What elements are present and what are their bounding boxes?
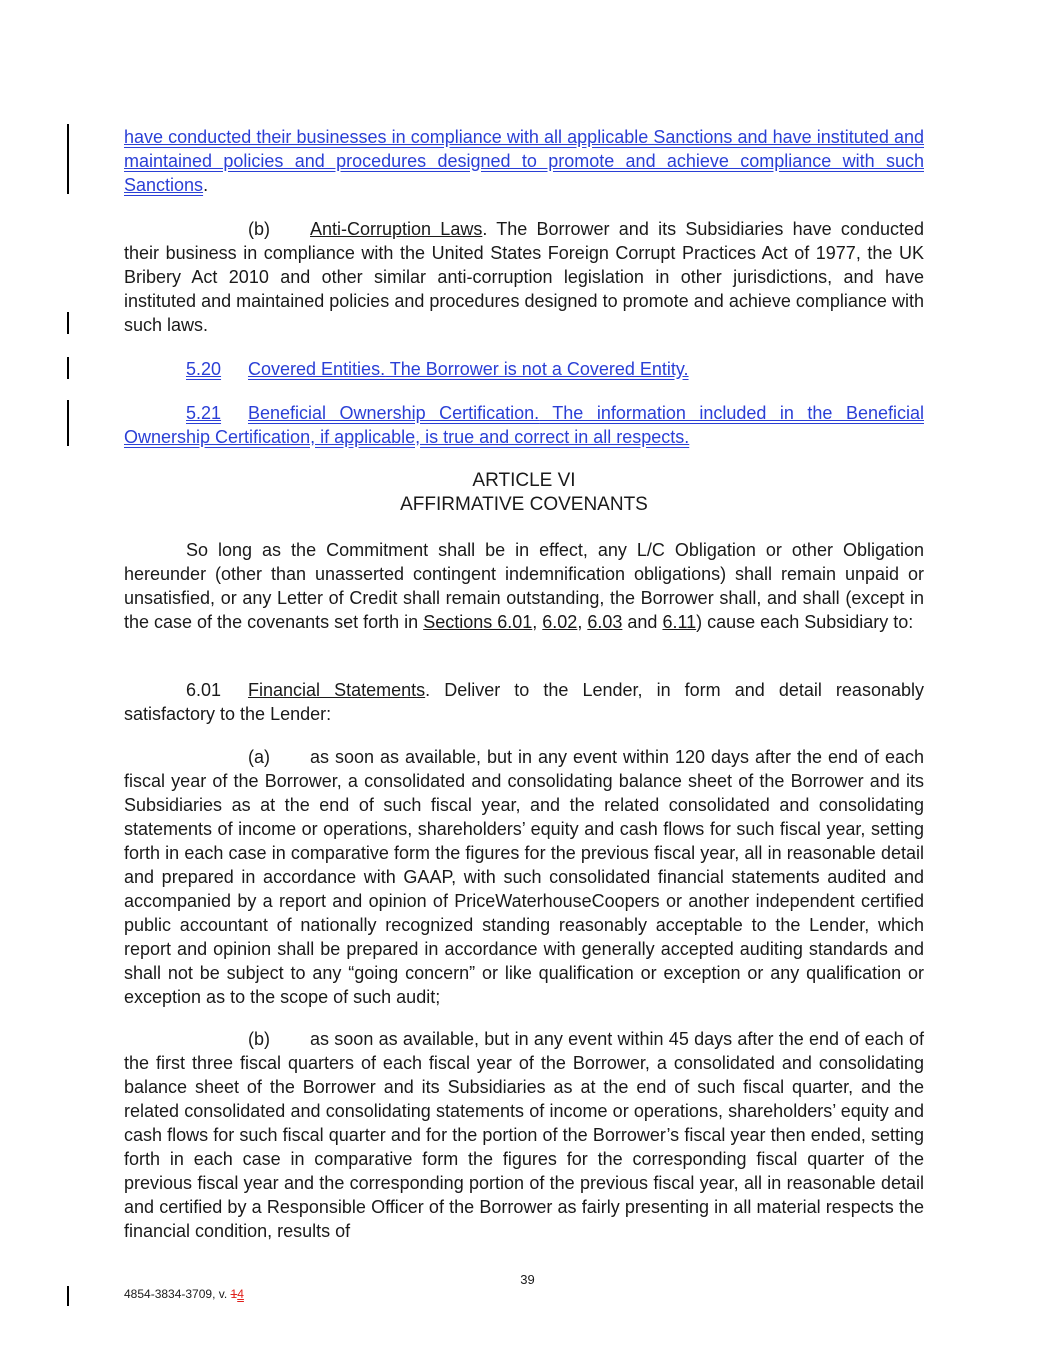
article-title: AFFIRMATIVE COVENANTS bbox=[400, 494, 648, 515]
sanctions-paragraph: have conducted their businesses in compliance with all applicable Sanctions and have instituted and maintained policies and procedures designed to promote and achieve compliance with such Sanctions. bbox=[124, 127, 924, 195]
section-number: 6.01 bbox=[186, 680, 222, 700]
clause-title: Anti-Corruption Laws bbox=[310, 219, 483, 239]
deleted-version: 1 bbox=[230, 1287, 238, 1301]
clause-label: (b) bbox=[248, 1029, 270, 1049]
section-5-20: 5.20 Covered Entities. The Borrower is not a Covered Entity. bbox=[186, 359, 689, 379]
change-bar bbox=[67, 124, 69, 194]
section-title: Beneficial Ownership Certification. bbox=[248, 403, 540, 423]
change-bar bbox=[67, 400, 69, 446]
section-title: Covered Entities. bbox=[248, 359, 386, 379]
inserted-text: have conducted their businesses in compliance with all applicable Sanctions and have instituted and maintained policies and procedures designed to promote and achieve compliance with such Sanctions bbox=[124, 127, 924, 195]
section-number: 5.20 bbox=[186, 359, 222, 379]
clause-label: (a) bbox=[248, 747, 270, 767]
document-footer: 4854-3834-3709, v. 14 bbox=[124, 1287, 244, 1301]
change-bar bbox=[67, 1286, 69, 1306]
anti-corruption-paragraph: (b) Anti-Corruption Laws. The Borrower and its Subsidiaries have conducted their business in compliance with the United States Foreign Corrupt Practices Act of 1977, the UK Bribery Act 2010 and other similar anti-corruption legislation in other jurisdictions, and have instituted and maintained policies and procedures designed to promote and achieve compliance with such laws. bbox=[124, 219, 924, 335]
section-reference: 6.11 bbox=[662, 612, 697, 632]
section-5-21: 5.21 Beneficial Ownership Certification. The information included in the Beneficial Ownership Certification, if applicable, is true and correct in all respects. bbox=[124, 403, 924, 447]
change-bar bbox=[67, 357, 69, 379]
clause-b-paragraph: (b) as soon as available, but in any event within 45 days after the end of each of the first three fiscal quarters of each fiscal year of the Borrower, a consolidated and consolidating balance sheet of the Borrower and its Subsidiaries as at the end of such fiscal quarter, and the related consolidated and consolidating statements of income or operations, shareholders’ equity and cash flows for such fiscal quarter and for the portion of the Borrower’s fiscal year then ended, setting forth in each case in comparative form the figures for the corresponding fiscal quarter of the previous fiscal year and the corresponding portion of the previous fiscal year, all in reasonable detail and certified by a Responsible Officer of the Borrower as fairly presenting in all material respects the financial condition, results of bbox=[124, 1029, 924, 1241]
clause-a-paragraph: (a) as soon as available, but in any event within 120 days after the end of each fiscal year of the Borrower, a consolidated and consolidating balance sheet of the Borrower and its Subsidiaries as at the end of such fiscal year, and the related consolidated and consolidating statements of income or operations, shareholders’ equity and cash flows for such fiscal year, setting forth in each case in comparative form the figures for the previous fiscal year, all in reasonable detail and prepared in accordance with GAAP, with such consolidated financial statements audited and accompanied by a report and opinion of PriceWaterhouseCoopers or another independent certified public accountant of nationally recognized standing reasonably acceptable to the Lender, which report and opinion shall be prepared in accordance with generally accepted auditing standards and shall not be subject to any “going concern” or like qualification or exception or any qualification or exception as to the scope of such audit; bbox=[124, 747, 924, 1007]
intro-paragraph: So long as the Commitment shall be in effect, any L/C Obligation or other Obligation hereunder (other than unasserted contingent indemnification obligations) shall remain unpaid or unsatisfied, or any Letter of Credit shall remain outstanding, the Borrower shall, and shall (except in the case of the covenants set forth in Sections 6.01, 6.02, 6.03 and 6.11) cause each Subsidiary to: bbox=[124, 540, 924, 632]
page-number: 39 bbox=[520, 1272, 535, 1287]
section-title: Financial Statements bbox=[248, 680, 426, 700]
clause-label: (b) bbox=[248, 219, 270, 239]
article-heading: ARTICLE VI bbox=[472, 470, 576, 491]
section-6-01: 6.01 Financial Statements. Deliver to the Lender, in form and detail reasonably satisfactory to the Lender: bbox=[124, 680, 924, 724]
section-reference: 6.03 bbox=[587, 612, 623, 632]
inserted-version: 4 bbox=[237, 1287, 244, 1301]
section-reference: Sections 6.01 bbox=[423, 612, 533, 632]
change-bar bbox=[67, 312, 69, 334]
section-number: 5.21 bbox=[186, 403, 222, 423]
section-reference: 6.02 bbox=[542, 612, 578, 632]
